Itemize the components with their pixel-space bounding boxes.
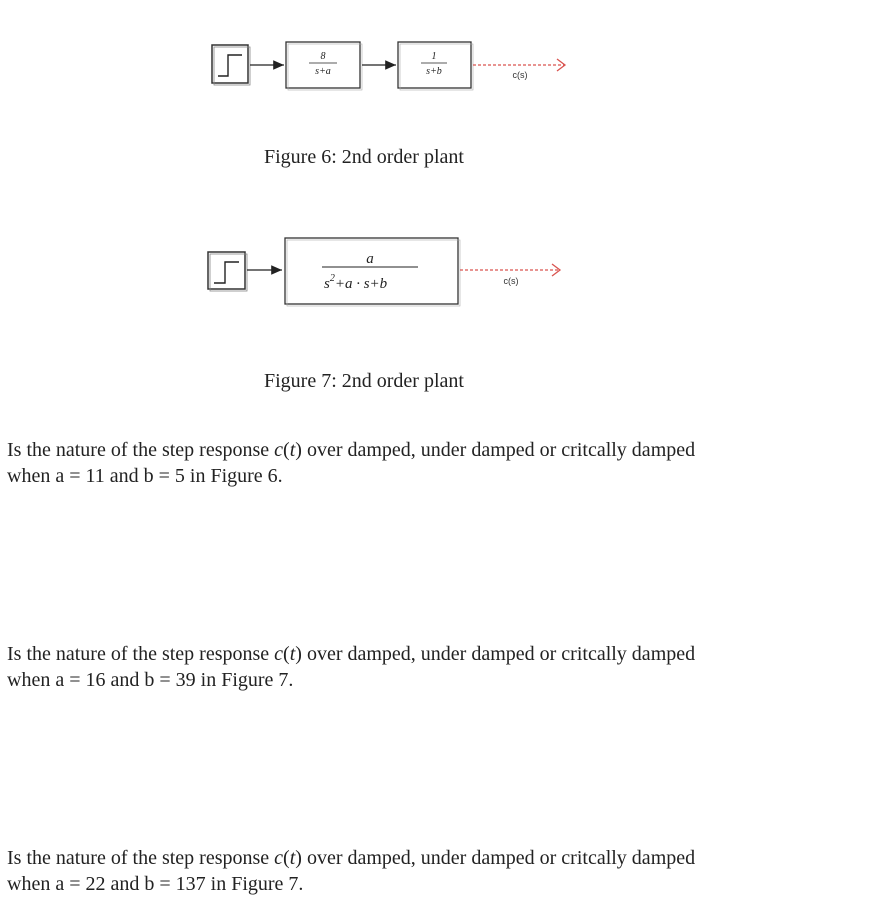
fig7-denominator: $s^2+a \cdot s+b$ [324,273,388,292]
figure-6-caption: Figure 6: 2nd order plant [264,146,464,168]
output-label-fig6: c(s) [512,70,528,80]
output-label-fig7: c(s) [503,276,519,286]
block2-numerator: 1 [431,51,437,62]
question-2: Is the nature of the step response c(t) over damped, under damped or critcally damped when a = 16 and b = 39 in Figure 7. [7,643,696,691]
figure-6-diagram [0,0,888,130]
block1-numerator: 8 [320,51,326,62]
figure-7-caption: Figure 7: 2nd order plant [264,370,464,392]
step-source-block [212,45,250,85]
figure-7-diagram [0,225,888,325]
block1-denominator: s+a [315,66,331,77]
block2-denominator: s+b [426,66,442,77]
step-source-block-fig7 [208,252,247,291]
question-1: Is the nature of the step response c(t) over damped, under damped or critcally damped when a = 11 and b = 5 in Figure 6. [7,439,696,487]
fig7-numerator: a [366,251,374,267]
transfer-block-fig7 [285,238,460,306]
output-signal-arrow-fig7 [460,264,560,276]
question-3: Is the nature of the step response c(t) over damped, under damped or critcally damped when a = 22 and b = 137 in Figure 7. [7,847,696,895]
